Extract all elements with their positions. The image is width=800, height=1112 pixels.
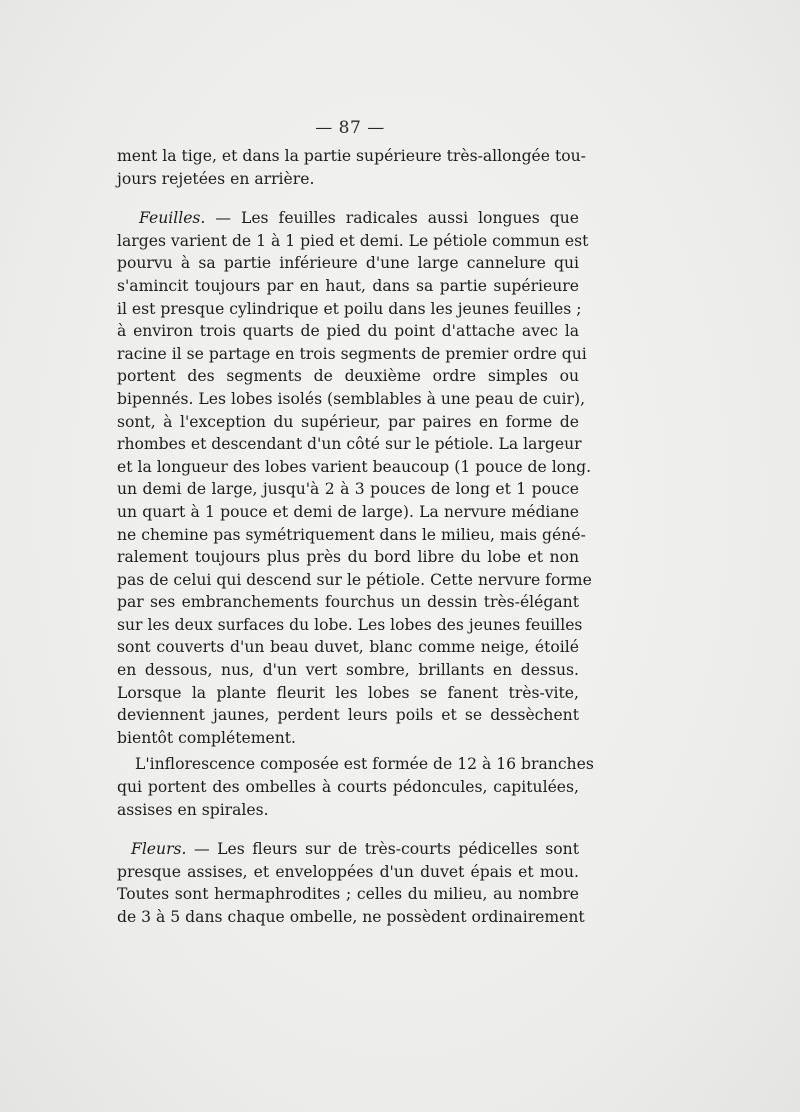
text-line: Lorsque la plante fleurit les lobes se fanent très-vite, [117,683,579,702]
text-line: sont couverts d'un beau duvet, blanc comme neige, étoilé [117,638,579,657]
text-line: ralement toujours plus près du bord libre du lobe et non [117,548,579,567]
text-line: en dessous, nus, d'un vert sombre, brillants en dessus. [117,661,579,680]
text-line: racine il se partage en trois segments de premier ordre qui [117,344,587,363]
paragraph-fleurs [117,838,585,928]
text-line: qui portent des ombelles à courts pédoncules, capitulées, [117,778,579,797]
text-line: de 3 à 5 dans chaque ombelle, ne possèdent ordinairement [117,908,585,926]
text-line: L'inflorescence composée est formée de 12 à 16 branches [135,755,594,774]
paragraph-continuation [117,145,586,190]
text-line [117,838,579,861]
text-line: bientôt complétement. [117,728,297,747]
text-line: bipennés. Les lobes isolés (semblables à une peau de cuir), [117,389,586,408]
paragraph-inflorescence [117,753,594,821]
text-line: par ses embranchements fourchus un dessin très-élégant [117,593,579,612]
text-line [117,207,579,230]
text-line: un quart à 1 pouce et demi de large). La nervure médiane [117,502,579,521]
text-line: larges varient de 1 à 1 pied et demi. Le pétiole commun est [117,231,589,250]
text-fragment: — Les feuilles radicales aussi longues que [205,209,579,228]
text-line: jours rejetées en arrière. [117,169,315,188]
text-line: portent des segments de deuxième ordre simples ou [117,367,579,386]
text-line: ment la tige, et dans la partie supérieure très-allongée tou- [117,147,586,165]
text-line: assises en spirales. [117,800,269,819]
text-line: à environ trois quarts de pied du point d'attache avec la [117,322,579,341]
text-line: il est presque cylindrique et poilu dans les jeunes feuilles ; [117,299,582,318]
text-line: sont, à l'exception du supérieur, par paires en forme de [117,412,579,431]
text-line: et la longueur des lobes varient beaucoup (1 pouce de long. [117,457,592,476]
section-lead-feuilles: Feuilles. [139,209,206,228]
text-line: presque assises, et enveloppées d'un duvet épais et mou. [117,862,579,881]
text-line: s'amincit toujours par en haut, dans sa partie supérieure [117,276,579,295]
text-line: sur les deux surfaces du lobe. Les lobes des jeunes feuilles [117,615,583,634]
text-line: rhombes et descendant d'un côté sur le pétiole. La largeur [117,435,582,454]
text-fragment: — Les fleurs sur de très-courts pédicelles sont [186,840,579,859]
section-lead-fleurs: Fleurs. [131,840,187,859]
page-number: — 87 — [315,118,385,138]
paragraph-feuilles [117,207,592,749]
text-line: pourvu à sa partie inférieure d'une large cannelure qui [117,254,579,273]
text-line: ne chemine pas symétriquement dans le milieu, mais géné- [117,525,586,544]
text-line: pas de celui qui descend sur le pétiole. Cette nervure forme [117,570,592,589]
text-line: Toutes sont hermaphrodites ; celles du milieu, au nombre [117,885,579,904]
body-text [117,145,594,929]
text-line: deviennent jaunes, perdent leurs poils et se dessèchent [117,706,579,725]
text-line: un demi de large, jusqu'à 2 à 3 pouces de long et 1 pouce [117,480,579,499]
